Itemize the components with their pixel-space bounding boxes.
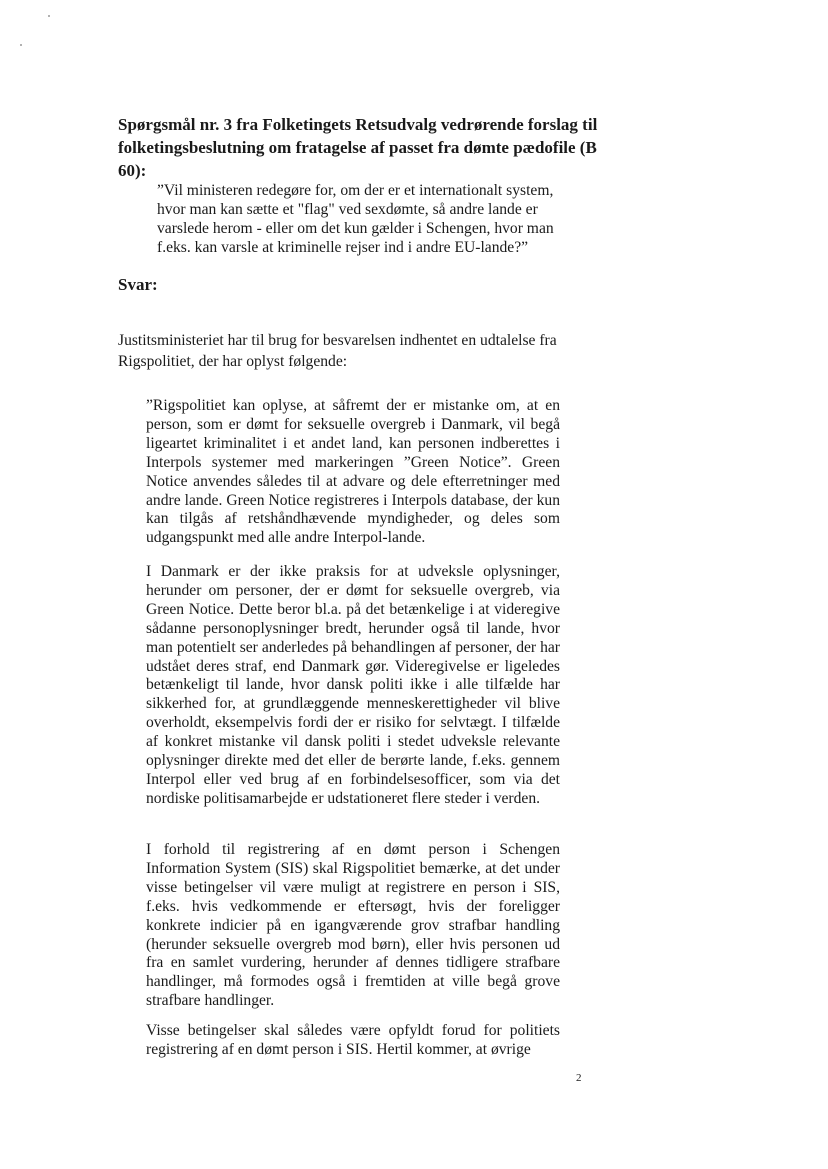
quote-paragraph-1: ”Rigspolitiet kan oplyse, at såfremt der er mistanke om, at en person, som er dømt for seksuelle overgreb i Danmark, vil begå ligeartet kriminalitet i et andet land, kan personen indberettes i Interpols systemer med markeringen ”Green Notice”. Green Notice anvendes således til at advare og dele efterretninger med andre lande. Green Notice registreres i Interpols database, der kun kan tilgås af retshåndhævende myndigheder, og deles som udgangspunkt med alle andre Interpol-lande.: [146, 397, 560, 547]
answer-label: Svar:: [118, 275, 158, 294]
scan-speck: [20, 44, 22, 46]
scan-speck: [48, 15, 50, 17]
quote-paragraph-2: I Danmark er der ikke praksis for at udveksle oplysninger, herunder om personer, der er dømt for seksuelle overgreb, via Green Notice. Dette beror bl.a. på det betænkelige i at videregive sådanne personoplysninger bredt, herunder også til lande, hvor man potentielt ser anderledes på behandlingen af personer, der har udstået deres straf, end Danmark gør. Videregivelse er ligeledes betænkeligt til lande, hvor dansk politi ikke i alle tilfælde har sikkerhed for, at grundlæggende menneskerettigheder vil blive overholdt, eksempelvis fordi der er risiko for selvtægt. I tilfælde af konkret mistanke vil dansk politi i stedet udveksle relevante oplysninger direkte med det eller de berørte lande, f.eks. gennem Interpol eller ved brug af en forbindelsesofficer, som via det nordiske politisamarbejde er udstationeret flere steder i verden.: [146, 563, 560, 807]
quote-paragraph-4: Visse betingelser skal således være opfyldt forud for politiets registrering af en dømt person i SIS. Hertil kommer, at øvrige: [146, 1022, 560, 1058]
page-number: 2: [576, 1072, 582, 1084]
question-quote: ”Vil ministeren redegøre for, om der er et internationalt system, hvor man kan sætte et "flag" ved sexdømte, så andre lande er varslede herom - eller om det kun gælder i Schengen, hvor man f.eks. kan varsle at kriminelle rejser ind i andre EU-lande?”: [157, 182, 554, 256]
question-heading: Spørgsmål nr. 3 fra Folketingets Retsudvalg vedrørende forslag til folketingsbeslutning om fratagelse af passet fra dømte pædofile (B 60):: [118, 115, 598, 180]
answer-intro: Justitsministeriet har til brug for besvarelsen indhentet en udtalelse fra Rigspolitiet, der har oplyst følgende:: [118, 332, 557, 370]
quote-paragraph-3: I forhold til registrering af en dømt person i Schengen Information System (SIS) skal Rigspolitiet bemærke, at det under visse betingelser vil være muligt at registrere en person i SIS, f.eks. hvis vedkommende er eftersøgt, hvis der foreligger konkrete indicier på en igangværende grov strafbar handling (herunder seksuelle overgreb mod børn), eller hvis personen ud fra en samlet vurdering, herunder af dennes tidligere strafbare handlinger, må formodes også i fremtiden at ville begå grove strafbare handlinger.: [146, 841, 560, 1010]
